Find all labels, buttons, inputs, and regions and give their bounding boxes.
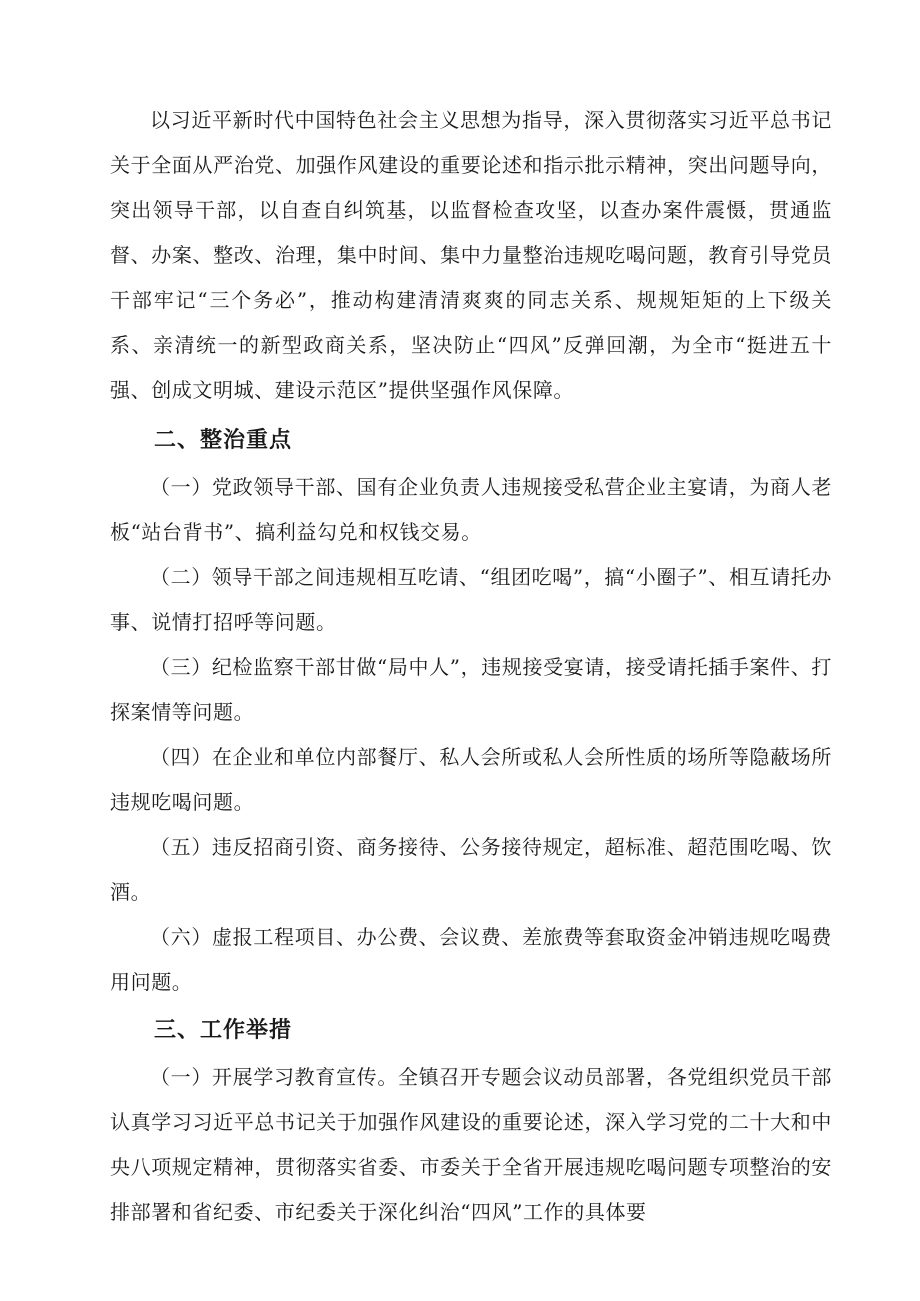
focus-item-6: （六）虚报工程项目、办公费、会议费、差旅费等套取资金冲销违规吃喝费用问题。: [110, 925, 832, 994]
measure-item-1: （一）开展学习教育宣传。全镇召开专题会议动员部署，各党组织党员干部认真学习习近平总书记关于加强作风建设的重要论述，深入学习党的二十大和中央八项规定精神，贯彻落实省委、市委关于全省开展违规吃喝问题专项整治的安排部署和省纪委、市纪委关于深化纠治“四风”工作的具体要: [110, 1065, 832, 1224]
focus-item-2: （二）领导干部之间违规相互吃请、“组团吃喝”，搞“小圈子”、相互请托办事、说情打招呼等问题。: [110, 565, 832, 634]
section-heading-focus: 二、整治重点: [154, 428, 293, 453]
focus-item-4: （四）在企业和单位内部餐厅、私人会所或私人会所性质的场所等隐蔽场所违规吃喝问题。: [110, 745, 832, 814]
focus-item-5: （五）违反招商引资、商务接待、公务接待规定，超标准、超范围吃喝、饮酒。: [110, 835, 832, 904]
focus-item-1: （一）党政领导干部、国有企业负责人违规接受私营企业主宴请，为商人老板“站台背书”、搞利益勾兑和权钱交易。: [110, 475, 832, 544]
section-heading-measures: 三、工作举措: [154, 1018, 293, 1043]
document-body: [110, 98, 832, 1235]
focus-item-3: （三）纪检监察干部甘做“局中人”，违规接受宴请，接受请托插手案件、打探案情等问题。: [110, 655, 832, 724]
intro-paragraph: 以习近平新时代中国特色社会主义思想为指导，深入贯彻落实习近平总书记关于全面从严治党、加强作风建设的重要论述和指示批示精神，突出问题导向，突出领导干部，以自查自纠筑基，以监督检查攻坚，以查办案件震慑，贯通监督、办案、整改、治理，集中时间、集中力量整治违规吃喝问题，教育引导党员干部牢记“三个务必”，推动构建清清爽爽的同志关系、规规矩矩的上下级关系、亲清统一的新型政商关系，坚决防止“四风”反弹回潮，为全市“挺进五十强、创成文明城、建设示范区”提供坚强作风保障。: [110, 108, 832, 402]
